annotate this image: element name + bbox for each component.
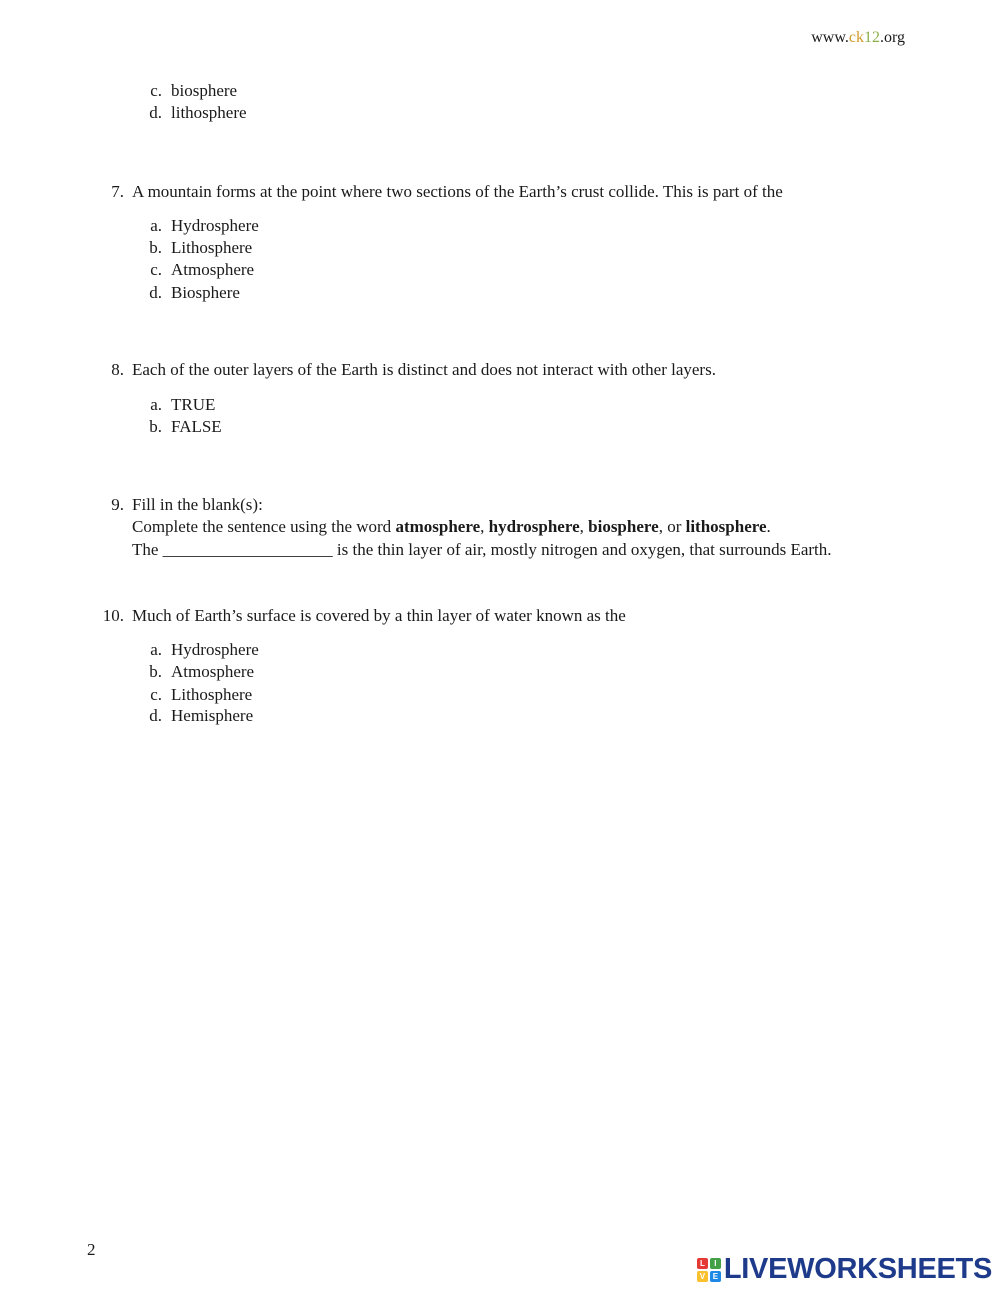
logo-tile: I (710, 1258, 721, 1269)
option-text: TRUE (171, 395, 216, 414)
option-letter: d. (149, 283, 162, 302)
question-text: Much of Earth’s surface is covered by a thin layer of water known as the (132, 606, 626, 625)
option-letter: c. (150, 81, 162, 100)
option-text: FALSE (171, 417, 222, 436)
question-text: Each of the outer layers of the Earth is distinct and does not interact with other layers. (132, 360, 716, 379)
liveworksheets-logo (697, 1253, 992, 1286)
logo-tile: E (710, 1271, 721, 1282)
liveworksheets-brand: LIVEWORKSHEETS (723, 1253, 992, 1285)
option-letter: b. (149, 238, 162, 257)
option-letter: a. (150, 395, 162, 414)
question-number: 8. (111, 360, 124, 379)
url-prefix: www. (811, 29, 849, 46)
option-text: lithosphere (171, 103, 247, 122)
question-instruction: Fill in the blank(s): (132, 495, 263, 514)
option-letter: a. (150, 216, 162, 235)
text-part: , (480, 517, 489, 536)
question-text: A mountain forms at the point where two sections of the Earth’s crust collide. This is part of the (132, 182, 783, 201)
option-text: biosphere (171, 81, 238, 100)
option-text: Hemisphere (171, 706, 254, 725)
option-letter: d. (149, 103, 162, 122)
option-letter: b. (149, 417, 162, 436)
option-letter: c. (150, 685, 162, 704)
option-text: Hydrosphere (171, 216, 259, 235)
question-text (132, 517, 771, 537)
option-text: Hydrosphere (171, 640, 259, 659)
option-text: Lithosphere (171, 238, 253, 257)
question-number: 10. (102, 606, 124, 625)
option-letter: b. (149, 662, 162, 681)
logo-tile: L (697, 1258, 708, 1269)
option-letter: c. (150, 260, 162, 279)
liveworksheets-logo-icon (697, 1258, 721, 1282)
option-text: Lithosphere (171, 685, 253, 704)
page-number: 2 (87, 1240, 96, 1259)
url-ck: ck (848, 29, 864, 46)
keyword: hydrosphere (488, 517, 580, 536)
question-number: 7. (111, 182, 124, 201)
url-num: 12 (863, 29, 880, 46)
logo-tile: V (697, 1271, 708, 1282)
fill-in-blank-sentence[interactable]: The ____________________ is the thin layer of air, mostly nitrogen and oxygen, that surrounds Earth. (132, 540, 832, 559)
text-part: Complete the sentence using the word (132, 517, 396, 536)
keyword: lithosphere (685, 517, 767, 536)
option-letter: a. (150, 640, 162, 659)
option-letter: d. (149, 706, 162, 725)
question-number: 9. (111, 495, 124, 514)
site-url (811, 29, 905, 47)
keyword: biosphere (588, 517, 659, 536)
option-text: Atmosphere (171, 260, 255, 279)
text-part: , or (658, 517, 686, 536)
url-suffix: .org (879, 29, 905, 46)
keyword: atmosphere (395, 517, 481, 536)
text-part: , (579, 517, 589, 536)
option-text: Biosphere (171, 283, 240, 302)
option-text: Atmosphere (171, 662, 255, 681)
text-part: . (766, 517, 771, 536)
